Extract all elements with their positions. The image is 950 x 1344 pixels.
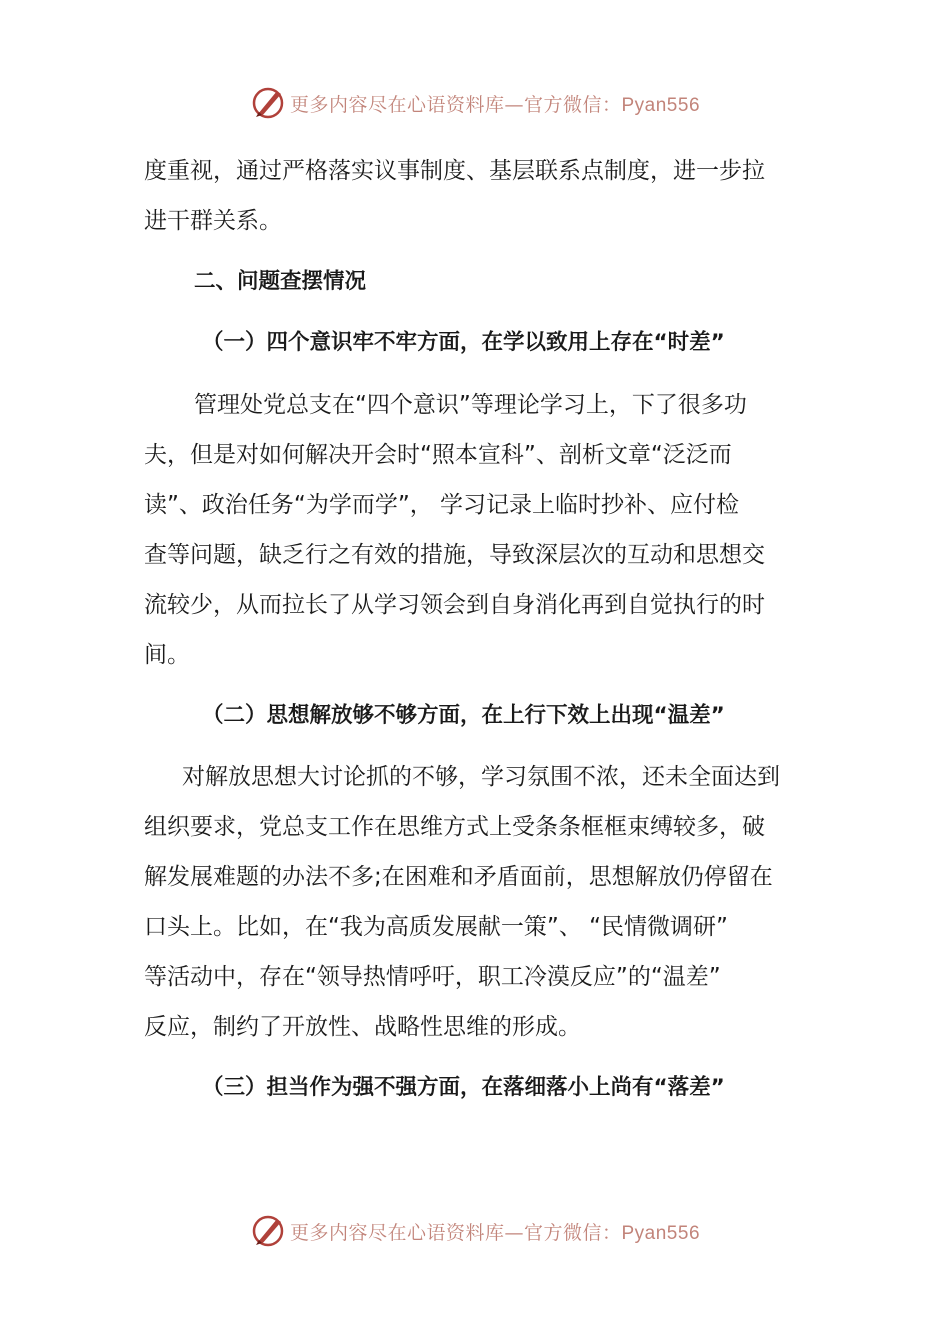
subsection-title: （三）担当作为强不强方面，在落细落小上尚有“落差” (202, 1075, 725, 1100)
paragraph-line: 反应，制约了开放性、战略性思维的形成。 (144, 1014, 581, 1040)
paragraph-line: 对解放思想大讨论抓的不够，学习氛围不浓，还未全面达到 (182, 764, 780, 790)
paragraph-line: 夫，但是对如何解决开会时“照本宣科”、剖析文章“泛泛而 (144, 442, 732, 468)
paragraph-line: 解发展难题的办法不多;在困难和矛盾面前，思想解放仍停留在 (144, 864, 773, 890)
paragraph-line: 查等问题，缺乏行之有效的措施，导致深层次的互动和思想交 (144, 542, 765, 568)
paragraph-line: 口头上。比如，在“我为高质发展献一策”、 “民情微调研” (144, 914, 728, 940)
paragraph-line: 组织要求，党总支工作在思维方式上受条条框框束缚较多，破 (144, 814, 765, 840)
paragraph-line: 等活动中，存在“领导热情呼吁，职工冷漠反应”的“温差” (144, 964, 721, 990)
watermark-header (0, 81, 950, 125)
watermark-text: 更多内容尽在心语资料库—官方微信：Pyan556 (289, 1221, 701, 1244)
pen-in-circle-icon (250, 85, 286, 121)
subsection-title: （二）思想解放够不够方面，在上行下效上出现“温差” (202, 703, 725, 728)
paragraph-line: 间。 (144, 642, 190, 668)
paragraph-line: 流较少，从而拉长了从学习领会到自身消化再到自觉执行的时 (144, 592, 765, 618)
paragraph-line: 进干群关系。 (144, 208, 282, 234)
paragraph-line: 度重视，通过严格落实议事制度、基层联系点制度，进一步拉 (144, 158, 765, 184)
pen-in-circle-icon (250, 1213, 286, 1249)
watermark-footer (0, 1209, 950, 1253)
subsection-title: （一）四个意识牢不牢方面，在学以致用上存在“时差” (202, 330, 725, 355)
paragraph-line: 管理处党总支在“四个意识”等理论学习上，下了很多功 (194, 392, 747, 418)
watermark-text: 更多内容尽在心语资料库—官方微信：Pyan556 (289, 93, 701, 116)
section-title: 二、问题查摆情况 (194, 269, 367, 294)
paragraph-line: 读”、政治任务“为学而学”， 学习记录上临时抄补、应付检 (144, 492, 740, 518)
